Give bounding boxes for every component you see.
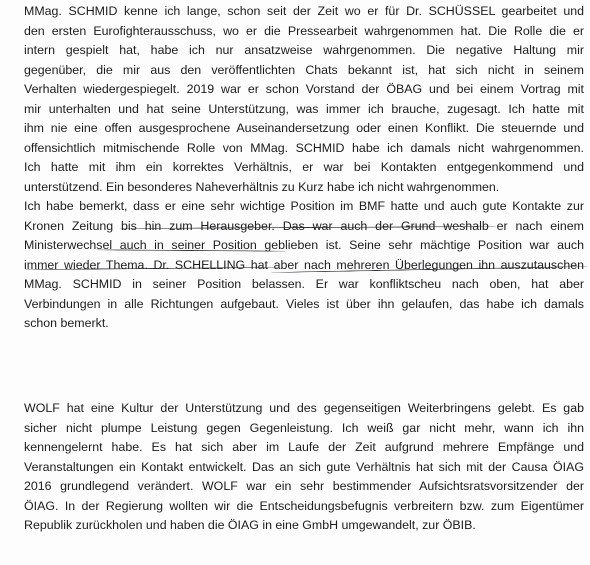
- text-line: 2016 grundlegend verändert. WOLF war ein sehr bestimmender Aufsichtsratsvorsitzender der: [24, 479, 584, 493]
- text-line: WOLF hat eine Kultur der Unterstützung und des gegenseitigen Weiterbringens gelebt. Es gab: [24, 401, 584, 415]
- text-line: MMag. SCHMID in seiner Position belassen. Er war konfliktscheu nach oben, hat aber: [24, 277, 584, 291]
- text-line: Verbindungen in alle Richtungen aufgebaut. Vieles ist über ihn gelaufen, das habe ich damals: [24, 296, 584, 311]
- text-line: Kronen Zeitung bis hin zum Herausgeber. Das war auch der Grund weshalb er nach einem: [24, 218, 584, 233]
- text-line: MMag. SCHMID kenne ich lange, schon seit der Zeit wo er für Dr. SCHÜSSEL gearbeitet und: [24, 4, 584, 18]
- text-line: Ich habe bemerkt, dass er eine sehr wichtige Position im BMF hatte und auch gute Kontakte zur: [24, 199, 584, 213]
- text-line: sicher nicht plumpe Leistung gegen Gegenleistung. Ich weiß gar nicht mehr, wann ich ihn: [24, 420, 584, 435]
- text-line: immer wieder Thema. Dr. SCHELLING hat aber nach mehreren Überlegungen ihn auszutauschen: [24, 257, 584, 272]
- text-line: unterstützend. Ein besonderes Naheverhältnis zu Kurz habe ich nicht wahrgenommen.: [24, 179, 500, 194]
- text-line: offensichtlich mitmischende Rolle von MMag. SCHMID habe ich damals nicht wahrgenommen.: [24, 140, 584, 155]
- text-line: ihm nie eine offen ausgesprochene Auseinandersetzung oder einen Konflikt. Die steuernde und: [24, 121, 584, 135]
- paragraph-schmid: [24, 2, 584, 334]
- text-line: den ersten Eurofighterausschuss, wo er die Pressearbeit wahrgenommen hat. Die Rolle die er: [24, 23, 584, 38]
- text-line: ÖIAG. In der Regierung wollten wir die Entscheidungsbefugnis verbreitern bzw. zum Eigentümer: [24, 498, 584, 513]
- text-line: Verhalten wiedergespiegelt. 2019 war er schon Vorstand der ÖBAG und bei einem Vortrag mit: [24, 82, 584, 96]
- text-line: intern gespielt hat, habe ich nur ansatzweise wahrgenommen. Die negative Haltung mir: [24, 43, 584, 57]
- text-line: kennengelernt habe. Es hat sich aber im Laufe der Zeit aufgrund mehrere Empfänge und: [24, 440, 584, 454]
- text-line: Ich hatte mit ihm ein korrektes Verhältnis, er war bei Kontakten entgegenkommend und: [24, 160, 584, 174]
- text-line: Ministerwechsel auch in seiner Position geblieben ist. Seine sehr mächtige Position war auch: [24, 238, 584, 252]
- text-line: mir unterhalten und hat seine Unterstützung, was immer ich brauche, zugesagt. Ich hatte mit: [24, 101, 584, 116]
- text-line: Republik zurückholen und haben die ÖIAG in eine GmbH umgewandelt, zur ÖBIB.: [24, 518, 476, 532]
- text-line: Veranstaltungen ein Kontakt entwickelt. Das an sich gute Verhältnis hat sich mit der Causa ÖIAG: [24, 459, 584, 474]
- text-line: gegenüber, die mir aus den veröffentlichten Chats bekannt ist, hat sich nicht in seinem: [24, 62, 584, 77]
- paragraph-wolf: [24, 399, 584, 536]
- text-line: schon bemerkt.: [24, 316, 109, 330]
